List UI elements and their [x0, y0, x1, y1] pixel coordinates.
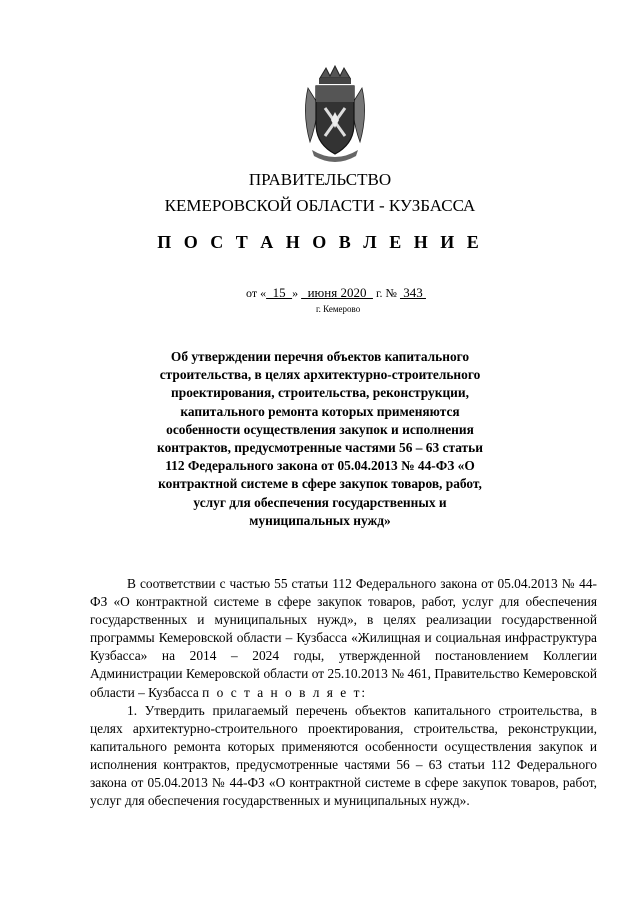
number-label: г. №: [375, 286, 397, 300]
resolves-word: п о с т а н о в л я е т:: [202, 684, 368, 700]
document-number: 343: [399, 285, 426, 300]
date-number-line: [246, 285, 426, 301]
government-name-line2: КЕМЕРОВСКОЙ ОБЛАСТИ - КУЗБАССА: [164, 196, 476, 215]
document-type-heading: П О С Т А Н О В Л Е Н И Е: [157, 232, 483, 252]
date-month-year: июня 2020: [301, 285, 373, 300]
paragraph-item-1: 1. Утвердить прилагаемый перечень объектов капитального строительства, в целях архитектурно-строительного проектирования, строительства, реконструкции, капитального ремонта которых применяются особенности осуществления закупок и исполнения контрактов, предусмотренные частями 56 – 63 статьи 112 Федерального закона от 05.04.2013 № 44-ФЗ «О контрактной системе в сфере закупок товаров, работ, услуг для обеспечения государственных и муниципальных нужд».: [90, 702, 597, 809]
paragraph-preamble: [90, 575, 597, 702]
date-day: 15: [266, 285, 293, 300]
date-mid: »: [292, 286, 299, 300]
document-title: Об утверждении перечня объектов капитального строительства, в целях архитектурно-строительного проектирования, строительства, реконструкции, капитального ремонта которых применяются особенности осуществления закупок и исполнения контрактов, предусмотренные частями 56 – 63 статьи 112 Федерального закона от 05.04.2013 № 44-ФЗ «О контрактной системе в сфере закупок товаров, работ, услуг для обеспечения государственных и муниципальных нужд»: [157, 349, 483, 528]
coat-of-arms-icon: [300, 64, 370, 164]
city-label: г. Кемерово: [316, 304, 361, 314]
document-body: [90, 575, 597, 810]
preamble-text: В соответствии с частью 55 статьи 112 Федерального закона от 05.04.2013 № 44-ФЗ «О контрактной системе в сфере закупок товаров, работ, услуг для обеспечения государственных и муниципальных нужд», в целях реализации государственной программы Кемеровской области – Кузбасса «Жилищная и социальная инфраструктура Кузбасса» на 2014 – 2024 годы, утвержденной постановлением Коллегии Администрации Кемеровской области от 25.10.2013 № 461, Правительство Кемеровской области – Кузбасса: [90, 576, 597, 700]
government-name-line1: ПРАВИТЕЛЬСТВО: [248, 170, 392, 189]
date-prefix: от «: [246, 286, 267, 300]
